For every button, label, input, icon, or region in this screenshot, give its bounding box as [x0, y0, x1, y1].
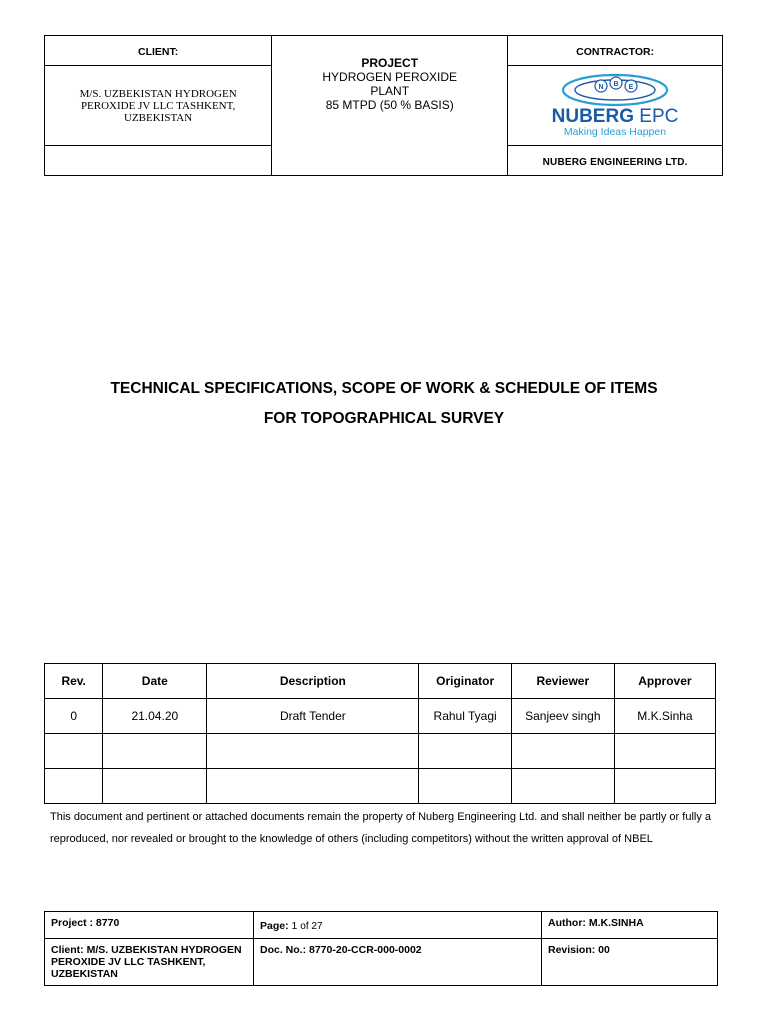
- project-cell: [272, 36, 508, 176]
- cell-approver: M.K.Sinha: [614, 699, 715, 734]
- col-header-description: Description: [207, 664, 419, 699]
- contractor-label: CONTRACTOR:: [576, 45, 655, 58]
- col-header-date: Date: [103, 664, 207, 699]
- client-name-cell: [45, 66, 272, 146]
- cell-rev: 0: [45, 699, 103, 734]
- cell-description: Draft Tender: [207, 699, 419, 734]
- logo-wordmark: NUBERG EPC: [551, 105, 679, 127]
- footer-page: [254, 912, 542, 939]
- footer-client: Client: M/S. UZBEKISTAN HYDROGEN PEROXIDE JV LLC TASHKENT, UZBEKISTAN: [45, 939, 254, 986]
- cell-reviewer: [511, 734, 614, 769]
- project-line-1: HYDROGEN PEROXIDE: [322, 70, 458, 84]
- footer-table: [44, 911, 718, 986]
- logo-letter-3: E: [628, 83, 634, 91]
- footer-author: Author: M.K.SINHA: [542, 912, 718, 939]
- nuberg-logo: [530, 70, 700, 142]
- header-table: [44, 35, 723, 176]
- cell-date: 21.04.20: [103, 699, 207, 734]
- cell-rev: [45, 734, 103, 769]
- contractor-label-cell: [508, 36, 723, 66]
- cell-description: [207, 769, 419, 804]
- table-row: [45, 769, 716, 804]
- logo-letter-1: N: [598, 83, 604, 91]
- revision-header-row: [45, 664, 716, 699]
- contractor-name: NUBERG ENGINEERING LTD.: [542, 156, 688, 168]
- cell-originator: [419, 769, 511, 804]
- cell-date: [103, 769, 207, 804]
- table-row: [45, 699, 716, 734]
- logo-graphic: [530, 70, 700, 142]
- logo-letter-2: B: [613, 80, 619, 88]
- client-label: CLIENT:: [137, 45, 179, 58]
- footer-project: Project : 8770: [45, 912, 254, 939]
- col-header-approver: Approver: [614, 664, 715, 699]
- col-header-reviewer: Reviewer: [511, 664, 614, 699]
- cell-approver: [614, 734, 715, 769]
- client-name: M/S. UZBEKISTAN HYDROGEN PEROXIDE JV LLC TASHKENT, UZBEKISTAN: [79, 87, 237, 124]
- title-line-2: FOR TOPOGRAPHICAL SURVEY: [263, 410, 505, 427]
- project-label: PROJECT: [361, 56, 419, 70]
- col-header-rev: Rev.: [45, 664, 103, 699]
- logo-cell: [508, 66, 723, 146]
- footer-page-total: of 27: [300, 921, 323, 932]
- footer-page-number: 1: [291, 920, 298, 932]
- cell-reviewer: [511, 769, 614, 804]
- title-line-1: TECHNICAL SPECIFICATIONS, SCOPE OF WORK & SCHEDULE OF ITEMS: [110, 380, 658, 397]
- cell-rev: [45, 769, 103, 804]
- project-line-3: 85 MTPD (50 % BASIS): [325, 98, 454, 112]
- table-row: [45, 734, 716, 769]
- cell-approver: [614, 769, 715, 804]
- footer-doc-no: Doc. No.: 8770-20-CCR-000-0002: [254, 939, 542, 986]
- col-header-originator: Originator: [419, 664, 511, 699]
- cell-description: [207, 734, 419, 769]
- revision-table: [44, 663, 716, 804]
- footer-page-label: Page:: [260, 920, 289, 932]
- cell-originator: Rahul Tyagi: [419, 699, 511, 734]
- cell-originator: [419, 734, 511, 769]
- logo-tagline: Making Ideas Happen: [564, 125, 667, 138]
- cell-reviewer: Sanjeev singh: [511, 699, 614, 734]
- client-label-cell: [45, 36, 272, 66]
- footer-revision: Revision: 00: [542, 939, 718, 986]
- contractor-name-cell: [508, 146, 723, 176]
- document-title: [0, 374, 768, 434]
- project-line-2: PLANT: [370, 84, 410, 98]
- disclaimer-text: This document and pertinent or attached documents remain the property of Nuberg Engineering Ltd. and shall neither be partly or fully a reproduced, nor revealed or brought to the knowledge of others (including competitors) without the written approval of NBEL: [50, 811, 711, 845]
- cell-date: [103, 734, 207, 769]
- client-empty-cell: [45, 146, 272, 176]
